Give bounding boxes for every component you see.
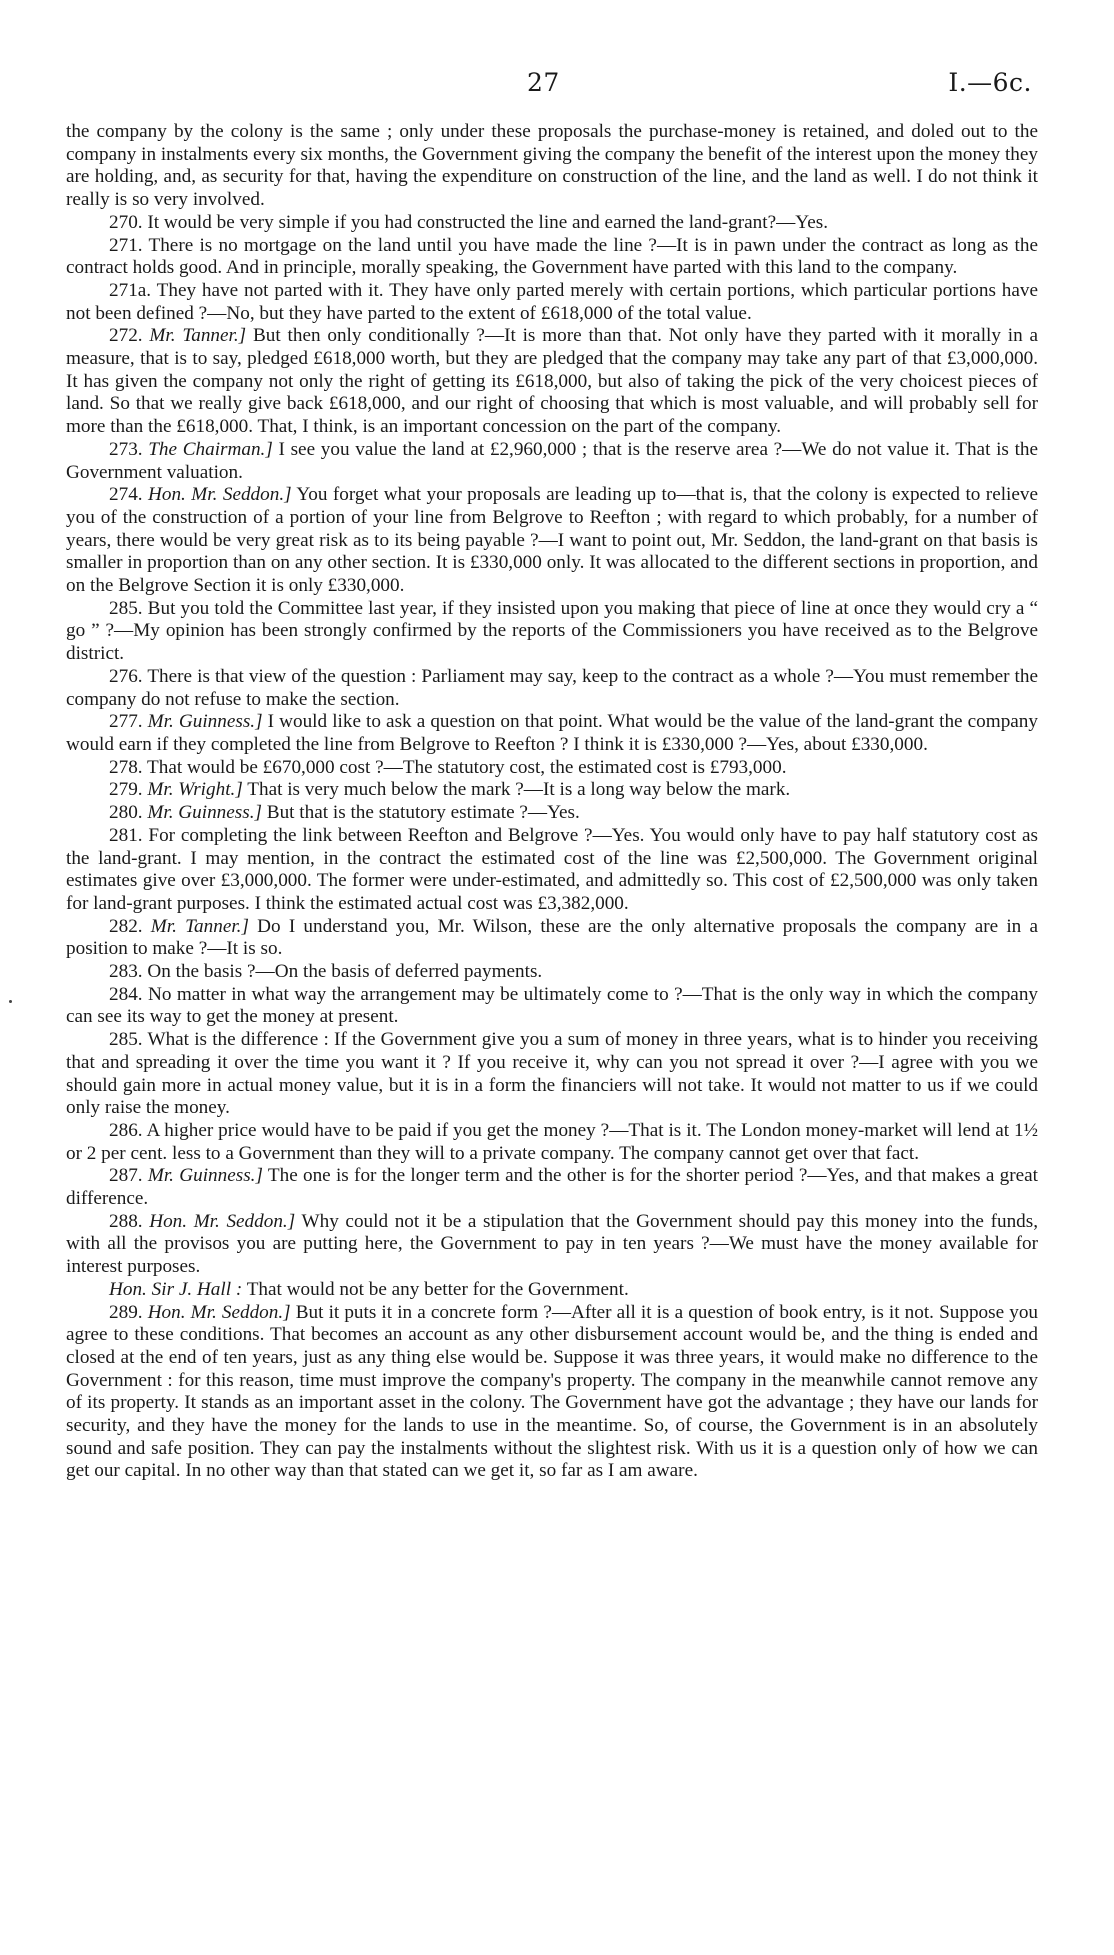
paragraph-text: I see you value the land at £2,960,000 ; that is the reserve area ?—We do not value it. That is the Government valuation.	[66, 438, 1039, 483]
question-number: 278.	[109, 756, 143, 778]
paragraph	[66, 1165, 1038, 1210]
paragraph	[66, 598, 1038, 666]
paragraph	[66, 1029, 1038, 1120]
question-number: 285.	[109, 1029, 143, 1051]
paragraph	[66, 484, 1038, 598]
paragraph	[66, 666, 1038, 711]
question-number: 281.	[109, 824, 143, 846]
question-number: 277.	[109, 711, 143, 733]
page-number: 27	[527, 68, 560, 97]
question-number: 289.	[109, 1301, 143, 1323]
document-reference: I.—6c.	[948, 68, 1032, 97]
paragraph-text: It would be very simple if you had constructed the line and earned the land-grant?—Yes.	[147, 211, 828, 233]
paragraph-text: On the basis ?—On the basis of deferred payments.	[147, 961, 543, 983]
paragraph	[66, 439, 1038, 484]
question-number: 283.	[109, 961, 143, 983]
paragraph	[66, 961, 1038, 984]
speaker-name: Mr. Guinness.]	[147, 802, 262, 824]
speaker-name: Mr. Tanner.]	[150, 915, 249, 937]
speaker-name: Hon. Mr. Seddon.]	[149, 1210, 296, 1232]
paragraph-text: For completing the link between Reefton and Belgrove ?—Yes. You would only have to pay half statutory cost as the land-grant. I may mention, in the contract the estimated cost of the line was £2,500,000. The Government original estimates give over £3,000,000. The former were under-estimated, and admittedly so. This cost of £2,500,000 was only taken for land-grant purposes. I think the estimated actual cost was £3,382,000.	[66, 824, 1038, 914]
paragraph-text: They have not parted with it. They have only parted merely with certain portions, which particular portions have not been defined ?—No, but they have parted to the extent of £618,000 of the total value.	[66, 279, 1038, 324]
paragraph-text: But that is the statutory estimate ?—Yes.	[266, 802, 580, 824]
question-number: 271a.	[109, 279, 152, 301]
question-number: 274.	[109, 484, 143, 506]
question-number: 280.	[109, 802, 143, 824]
paragraph	[66, 1302, 1038, 1484]
paragraph	[66, 757, 1038, 780]
paragraph-text: The one is for the longer term and the other is for the shorter period ?—Yes, and that makes a great difference.	[66, 1165, 1039, 1210]
question-number: 270.	[109, 211, 143, 233]
speaker-name: Mr. Guinness.]	[147, 711, 263, 733]
paragraph	[66, 121, 1038, 212]
question-number: 273.	[109, 438, 143, 460]
question-number: 284.	[109, 983, 143, 1005]
speaker-name: Mr. Wright.]	[147, 779, 243, 801]
paragraph	[66, 1279, 1038, 1302]
question-number: 276.	[109, 665, 143, 687]
paragraph	[66, 802, 1038, 825]
paragraph-text: But you told the Committee last year, if they insisted upon you making that piece of line at once they would cry a “ go ” ?—My opinion has been strongly confirmed by the reports of the Commissioners you have received as to the Belgrove district.	[66, 597, 1039, 665]
question-number: 287.	[109, 1165, 143, 1187]
question-number: 282.	[109, 915, 143, 937]
paragraph	[66, 325, 1038, 439]
question-number: 285.	[109, 597, 143, 619]
paragraph	[66, 1211, 1038, 1279]
paragraph-text: What is the difference : If the Government give you a sum of money in three years, what is to hinder you receiving that and spreading it over the time you want it ? If you receive it, why can you not spread it over ?—I agree with you we should gain more in actual money value, but it is in a form the financiers will not take. It would not matter to us if we could only raise the money.	[66, 1029, 1039, 1119]
speaker-name: Mr. Tanner.]	[149, 325, 247, 347]
question-number: 279.	[109, 779, 143, 801]
paragraph-text: A higher price would have to be paid if you get the money ?—That is it. The London money-market will lend at 1½ or 2 per cent. less to a Government than they will to a private company. The company cannot get over that fact.	[66, 1119, 1038, 1164]
paragraph-text: But it puts it in a concrete form ?—After all it is a question of book entry, is it not. Suppose you agree to these conditions. That becomes an account as any other disbursement account would be, and the thing is ended and closed at the end of ten years, just as any thing else would be. Suppose it was three years, it would make no difference to the Government : for this reason, time must improve the company's property. The company in the meanwhile cannot remove any of its property. It stands as an important asset in the colony. The Government have got the advantage ; they have our lands for security, and they have the money for the lands to use in the meantime. So, of course, the Government is in an absolutely sound and safe position. They can pay the instalments without the slightest risk. With us it is a question only of how we can get our capital. In no other way than that stated can we get it, so far as I am aware.	[66, 1301, 1039, 1482]
paragraph-text: There is that view of the question : Parliament may say, keep to the contract as a whole ?—You must remember the company do not refuse to make the section.	[66, 665, 1039, 710]
speaker-name: Hon. Sir J. Hall :	[109, 1278, 243, 1300]
question-number: 288.	[109, 1210, 143, 1232]
speaker-name: Mr. Guinness.]	[147, 1165, 263, 1187]
paragraph-text: That would be £670,000 cost ?—The statutory cost, the estimated cost is £793,000.	[147, 756, 787, 778]
paragraph-text: There is no mortgage on the land until you have made the line ?—It is in pawn under the contract as long as the contract holds good. And in principle, morally speaking, the Government have parted with this land to the company.	[66, 234, 1039, 279]
margin-speck	[9, 1000, 12, 1003]
paragraph	[66, 916, 1038, 961]
paragraph-text: the company by the colony is the same ; only under these proposals the purchase-money is retained, and doled out to the company in instalments every six months, the Government giving the company the benefit of the interest upon the money they are holding, and, as security for that, having the expenditure on construction of the line, and the land as well. I do not think it really is so very involved.	[66, 121, 1038, 211]
paragraph	[66, 212, 1038, 235]
question-number: 272.	[109, 325, 143, 347]
paragraph-text: But then only conditionally ?—It is more than that. Not only have they parted with it morally in a measure, that is to say, pledged £618,000 worth, but they are pledged that the company may take any part of that £3,000,000. It has given the company not only the right of getting its £618,000, but also of taking the pick of the very choicest pieces of land. So that we really give back £618,000, and our right of choosing that which is most valuable, and will probably sell for more than the £618,000. That, I think, is an important concession on the part of the company.	[66, 325, 1039, 438]
paragraph	[66, 711, 1038, 756]
minutes-body	[66, 121, 1038, 1483]
speaker-name: Hon. Mr. Seddon.]	[147, 1301, 291, 1323]
paragraph	[66, 984, 1038, 1029]
paragraph-text: Why could not it be a stipulation that the Government should pay this money into the funds, with all the provisos you are putting here, the Government to pay in ten years ?—We must have the money available for interest purposes.	[66, 1210, 1039, 1278]
speaker-name: The Chairman.]	[148, 438, 273, 460]
paragraph	[66, 280, 1038, 325]
paragraph-text: That is very much below the mark ?—It is a long way below the mark.	[247, 779, 791, 801]
paragraph-text: I would like to ask a question on that point. What would be the value of the land-grant the company would earn if they completed the line from Belgrove to Reefton ? I think it is £330,000 ?—Yes, about £330,000.	[66, 711, 1038, 755]
paragraph	[66, 235, 1038, 280]
paragraph-text: Do I understand you, Mr. Wilson, these are the only alternative proposals the company are in a position to make ?—It is so.	[66, 915, 1039, 960]
paragraph	[66, 825, 1038, 916]
page-header	[0, 68, 1114, 104]
paragraph	[66, 779, 1038, 802]
question-number: 286.	[109, 1119, 143, 1141]
paragraph	[66, 1120, 1038, 1165]
paragraph-text: You forget what your proposals are leading up to—that is, that the colony is expected to relieve you of the construction of a portion of your line from Belgrove to Reefton ; with regard to which probably, for a number of years, there would be very great risk as to its being payable ?—I want to point out, Mr. Seddon, the land-grant on that basis is smaller in proportion than on any other section. It is £330,000 only. It was allocated to the different sections in proportion, and on the Belgrove Section it is only £330,000.	[66, 484, 1039, 597]
paragraph-text: That would not be any better for the Government.	[246, 1278, 629, 1300]
question-number: 271.	[109, 234, 143, 256]
speaker-name: Hon. Mr. Seddon.]	[148, 484, 292, 506]
paragraph-text: No matter in what way the arrangement may be ultimately come to ?—That is the only way in which the company can see its way to get the money at present.	[66, 983, 1039, 1028]
